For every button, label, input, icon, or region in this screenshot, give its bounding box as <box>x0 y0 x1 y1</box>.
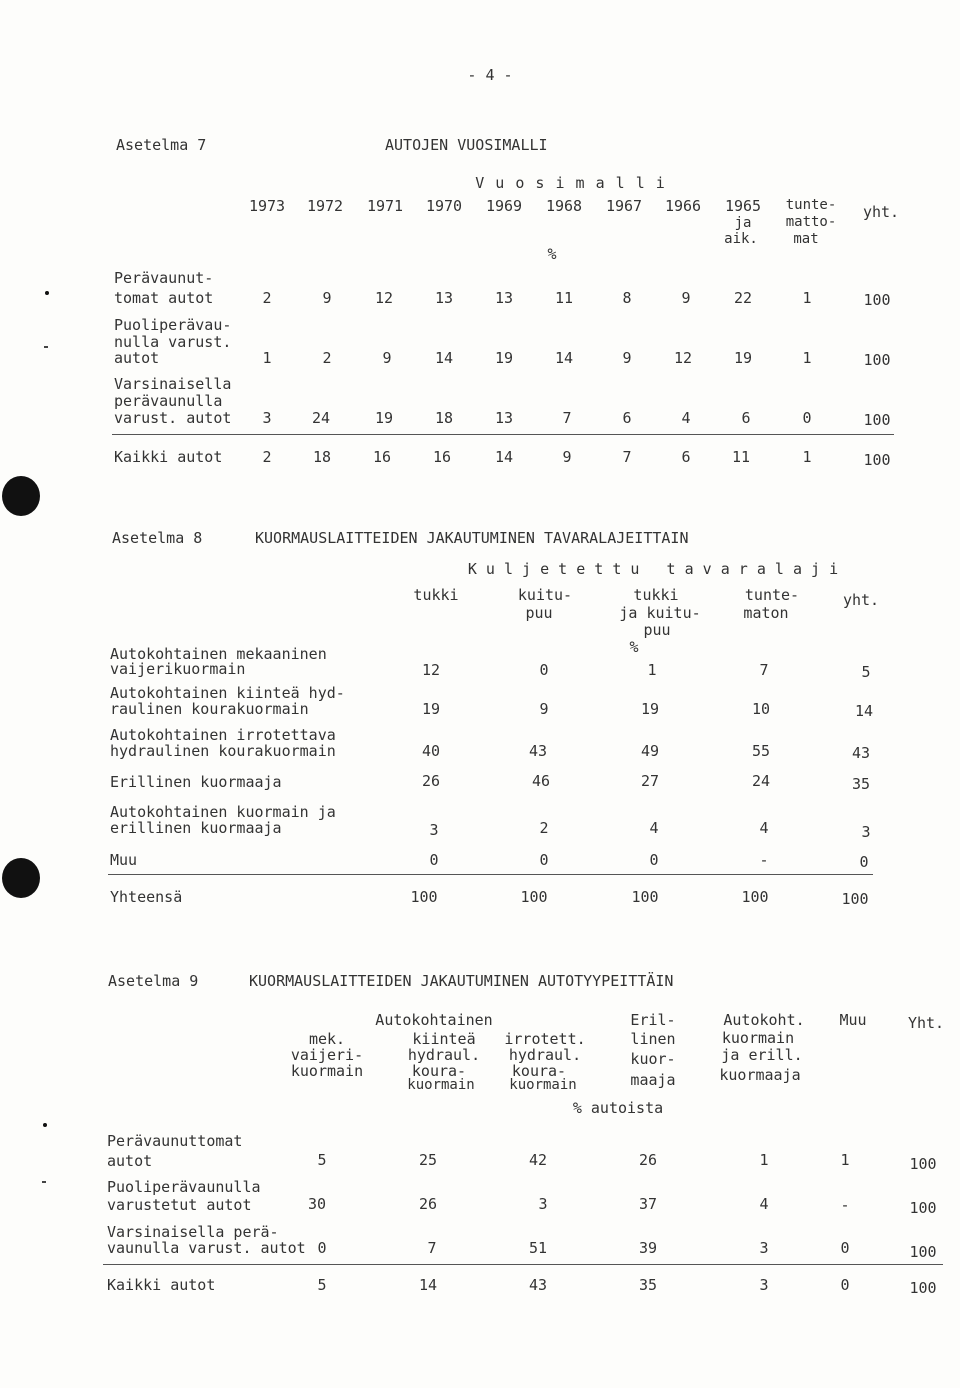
row-label: Autokohtainen irrotettava <box>110 726 336 744</box>
unknown-header: mat <box>793 231 819 247</box>
column-header: kuormain <box>407 1077 475 1093</box>
cell: 19 <box>640 700 660 718</box>
row-label: varust. autot <box>114 409 232 427</box>
cell: 100 <box>863 411 891 429</box>
cell: 100 <box>863 291 891 309</box>
row-label: Kaikki autot <box>107 1276 216 1294</box>
year-header: 1971 <box>366 197 404 215</box>
cell: 8 <box>622 289 632 307</box>
row-label: tomat autot <box>114 289 214 307</box>
column-header: koura- <box>411 1062 467 1080</box>
cell: 1 <box>262 349 272 367</box>
cell: 26 <box>638 1151 658 1169</box>
total-header: yht. <box>862 203 900 221</box>
cell: 19 <box>421 700 441 718</box>
column-header: kiinteä <box>412 1030 476 1048</box>
cell: 9 <box>539 700 549 718</box>
cell: 49 <box>640 742 660 760</box>
row-label: raulinen kourakuormain <box>110 700 309 718</box>
group-header: Autokohtainen <box>375 1011 493 1029</box>
cell: 19 <box>733 349 753 367</box>
column-header: hydraul. <box>407 1046 481 1064</box>
cell: - <box>840 1196 850 1214</box>
cell: 16 <box>372 448 392 466</box>
cell: 12 <box>421 661 441 679</box>
cell: 7 <box>622 448 632 466</box>
scan-speck <box>43 1123 47 1127</box>
row-label: Kaikki autot <box>114 448 223 466</box>
cell: 6 <box>741 409 751 427</box>
row-label: vaunulla varust. autot <box>107 1239 306 1257</box>
cell: 10 <box>751 700 771 718</box>
cell: 2 <box>262 448 272 466</box>
column-header: hydraul. <box>508 1046 582 1064</box>
cell: 19 <box>374 409 394 427</box>
row-label: Autokohtainen kiinteä hyd- <box>110 684 345 702</box>
cell: 6 <box>681 448 691 466</box>
column-header: tukki <box>633 586 679 604</box>
cell: 2 <box>322 349 332 367</box>
scan-speck <box>42 1181 46 1183</box>
row-label: Perävaunuttomat <box>107 1132 243 1150</box>
year-header-sub: ja <box>734 215 752 231</box>
column-header: Autokoht. <box>723 1011 805 1029</box>
column-header: tukki <box>413 586 459 604</box>
cell: 55 <box>751 742 771 760</box>
row-label: autot <box>114 349 160 367</box>
column-header: Eril- <box>630 1011 676 1029</box>
cell: 3 <box>861 823 871 841</box>
cell: 37 <box>638 1195 658 1213</box>
cell: 30 <box>307 1195 327 1213</box>
column-header: tunte- <box>744 586 800 604</box>
cell: 100 <box>841 890 869 908</box>
unknown-header: matto- <box>785 214 837 230</box>
cell: 14 <box>494 448 514 466</box>
cell: 0 <box>802 409 812 427</box>
cell: 7 <box>427 1239 437 1257</box>
row-label: Puoliperävau- <box>114 316 232 334</box>
column-header: puu <box>525 604 553 622</box>
divider-line <box>108 874 873 875</box>
table-label: Asetelma 8 <box>112 529 203 547</box>
column-header: puu <box>643 621 671 639</box>
row-label: Autokohtainen mekaaninen <box>110 645 327 663</box>
row-label: Puoliperävaunulla <box>107 1178 261 1196</box>
cell: 1 <box>802 289 812 307</box>
cell: 100 <box>410 888 438 906</box>
column-header: Yht. <box>907 1014 945 1032</box>
column-header: Muu <box>839 1011 867 1029</box>
scan-speck <box>45 291 49 295</box>
cell: 12 <box>374 289 394 307</box>
cell: 100 <box>909 1155 937 1173</box>
cell: 24 <box>751 772 771 790</box>
cell: 3 <box>429 821 439 839</box>
cell: 35 <box>851 775 871 793</box>
column-header: maton <box>743 604 789 622</box>
column-header: kuor- <box>630 1050 676 1068</box>
cell: 1 <box>802 349 812 367</box>
column-header: linen <box>630 1030 676 1048</box>
cell: 5 <box>317 1276 327 1294</box>
column-header: kuormain <box>290 1062 364 1080</box>
cell: 4 <box>759 819 769 837</box>
cell: 22 <box>733 289 753 307</box>
group-header: V u o s i m a l l i <box>475 174 665 192</box>
cell: 13 <box>494 289 514 307</box>
cell: 0 <box>429 851 439 869</box>
cell: 5 <box>317 1151 327 1169</box>
unknown-header: tunte- <box>785 197 837 213</box>
year-header: 1968 <box>545 197 583 215</box>
cell: 46 <box>531 772 551 790</box>
year-header: 1970 <box>425 197 463 215</box>
cell: 7 <box>759 661 769 679</box>
cell: 100 <box>741 888 769 906</box>
cell: - <box>759 851 769 869</box>
cell: 13 <box>434 289 454 307</box>
cell: 40 <box>421 742 441 760</box>
cell: 51 <box>528 1239 548 1257</box>
cell: 4 <box>759 1195 769 1213</box>
cell: 3 <box>759 1276 769 1294</box>
cell: 9 <box>322 289 332 307</box>
cell: 13 <box>494 409 514 427</box>
year-header-sub: aik. <box>724 231 758 247</box>
cell: 9 <box>562 448 572 466</box>
column-header: koura- <box>511 1062 567 1080</box>
column-header: maaja <box>630 1071 676 1089</box>
row-label: varustetut autot <box>107 1196 252 1214</box>
column-header: irrotett. <box>504 1030 586 1048</box>
cell: 43 <box>528 742 548 760</box>
cell: 4 <box>649 819 659 837</box>
column-header: kuormain <box>721 1029 795 1047</box>
cell: 6 <box>622 409 632 427</box>
column-header: kuormain <box>509 1077 577 1093</box>
row-label: Perävaunut- <box>114 269 214 287</box>
cell: 0 <box>649 851 659 869</box>
cell: 0 <box>840 1276 850 1294</box>
cell: 3 <box>538 1195 548 1213</box>
unit-label: % <box>629 638 639 656</box>
cell: 9 <box>622 349 632 367</box>
punch-hole <box>2 476 40 516</box>
row-label: perävaunulla <box>114 392 223 410</box>
cell: 24 <box>311 409 331 427</box>
unit-label: % autoista <box>572 1099 664 1117</box>
cell: 4 <box>681 409 691 427</box>
cell: 0 <box>859 853 869 871</box>
cell: 1 <box>840 1151 850 1169</box>
cell: 100 <box>909 1279 937 1297</box>
cell: 11 <box>731 448 751 466</box>
table-label: Asetelma 9 <box>108 972 199 990</box>
cell: 39 <box>638 1239 658 1257</box>
scan-speck <box>44 346 48 348</box>
year-header: 1969 <box>485 197 523 215</box>
table-title: AUTOJEN VUOSIMALLI <box>385 136 548 154</box>
cell: 11 <box>554 289 574 307</box>
cell: 14 <box>854 702 874 720</box>
year-header: 1966 <box>664 197 702 215</box>
year-header: 1967 <box>605 197 643 215</box>
cell: 26 <box>418 1195 438 1213</box>
cell: 0 <box>539 851 549 869</box>
cell: 16 <box>432 448 452 466</box>
punch-hole <box>2 858 40 898</box>
cell: 100 <box>520 888 548 906</box>
cell: 100 <box>863 451 891 469</box>
row-label: erillinen kuormaaja <box>110 819 282 837</box>
row-label: Muu <box>110 851 138 869</box>
cell: 2 <box>262 289 272 307</box>
column-header: ja kuitu- <box>619 604 701 622</box>
row-label: Varsinaisella perä- <box>107 1223 279 1241</box>
cell: 9 <box>382 349 392 367</box>
cell: 14 <box>418 1276 438 1294</box>
cell: 18 <box>312 448 332 466</box>
row-label: Varsinaisella <box>114 375 232 393</box>
cell: 9 <box>681 289 691 307</box>
cell: 100 <box>909 1199 937 1217</box>
cell: 3 <box>759 1239 769 1257</box>
cell: 43 <box>528 1276 548 1294</box>
year-header: 1972 <box>306 197 344 215</box>
row-label: Autokohtainen kuormain ja <box>110 803 336 821</box>
cell: 14 <box>554 349 574 367</box>
row-label: Erillinen kuormaaja <box>110 773 282 791</box>
divider-line <box>112 434 894 435</box>
column-header: ja erill. <box>721 1046 803 1064</box>
page-number: - 4 - <box>467 66 513 84</box>
row-label: Yhteensä <box>110 888 183 906</box>
row-label: nulla varust. <box>114 333 232 351</box>
column-header: mek. <box>308 1030 346 1048</box>
cell: 5 <box>861 663 871 681</box>
cell: 12 <box>673 349 693 367</box>
cell: 14 <box>434 349 454 367</box>
table-title: KUORMAUSLAITTEIDEN JAKAUTUMINEN AUTOTYYPEITTÄIN <box>249 972 674 990</box>
cell: 42 <box>528 1151 548 1169</box>
divider-line <box>103 1264 943 1265</box>
cell: 3 <box>262 409 272 427</box>
cell: 18 <box>434 409 454 427</box>
cell: 25 <box>418 1151 438 1169</box>
row-label: hydraulinen kourakuormain <box>110 742 336 760</box>
unit-label: % <box>547 245 557 263</box>
year-header: 1965 <box>724 197 762 215</box>
cell: 26 <box>421 772 441 790</box>
column-header: kuitu- <box>517 586 573 604</box>
table-label: Asetelma 7 <box>116 136 207 154</box>
cell: 19 <box>494 349 514 367</box>
cell: 0 <box>840 1239 850 1257</box>
cell: 35 <box>638 1276 658 1294</box>
cell: 0 <box>317 1239 327 1257</box>
cell: 0 <box>539 661 549 679</box>
row-label: autot <box>107 1152 153 1170</box>
year-header: 1973 <box>248 197 286 215</box>
cell: 1 <box>759 1151 769 1169</box>
cell: 1 <box>647 661 657 679</box>
cell: 43 <box>851 744 871 762</box>
cell: 100 <box>631 888 659 906</box>
cell: 100 <box>863 351 891 369</box>
column-header: yht. <box>842 591 880 609</box>
cell: 2 <box>539 819 549 837</box>
column-header: kuormaaja <box>719 1066 801 1084</box>
cell: 100 <box>909 1243 937 1261</box>
column-header: vaijeri- <box>290 1046 364 1064</box>
cell: 27 <box>640 772 660 790</box>
cell: 7 <box>562 409 572 427</box>
cell: 1 <box>802 448 812 466</box>
table-title: KUORMAUSLAITTEIDEN JAKAUTUMINEN TAVARALAJEITTAIN <box>255 529 689 547</box>
group-header: K u l j e t e t t u t a v a r a l a j i <box>467 560 839 578</box>
row-label: vaijerikuormain <box>110 660 246 678</box>
